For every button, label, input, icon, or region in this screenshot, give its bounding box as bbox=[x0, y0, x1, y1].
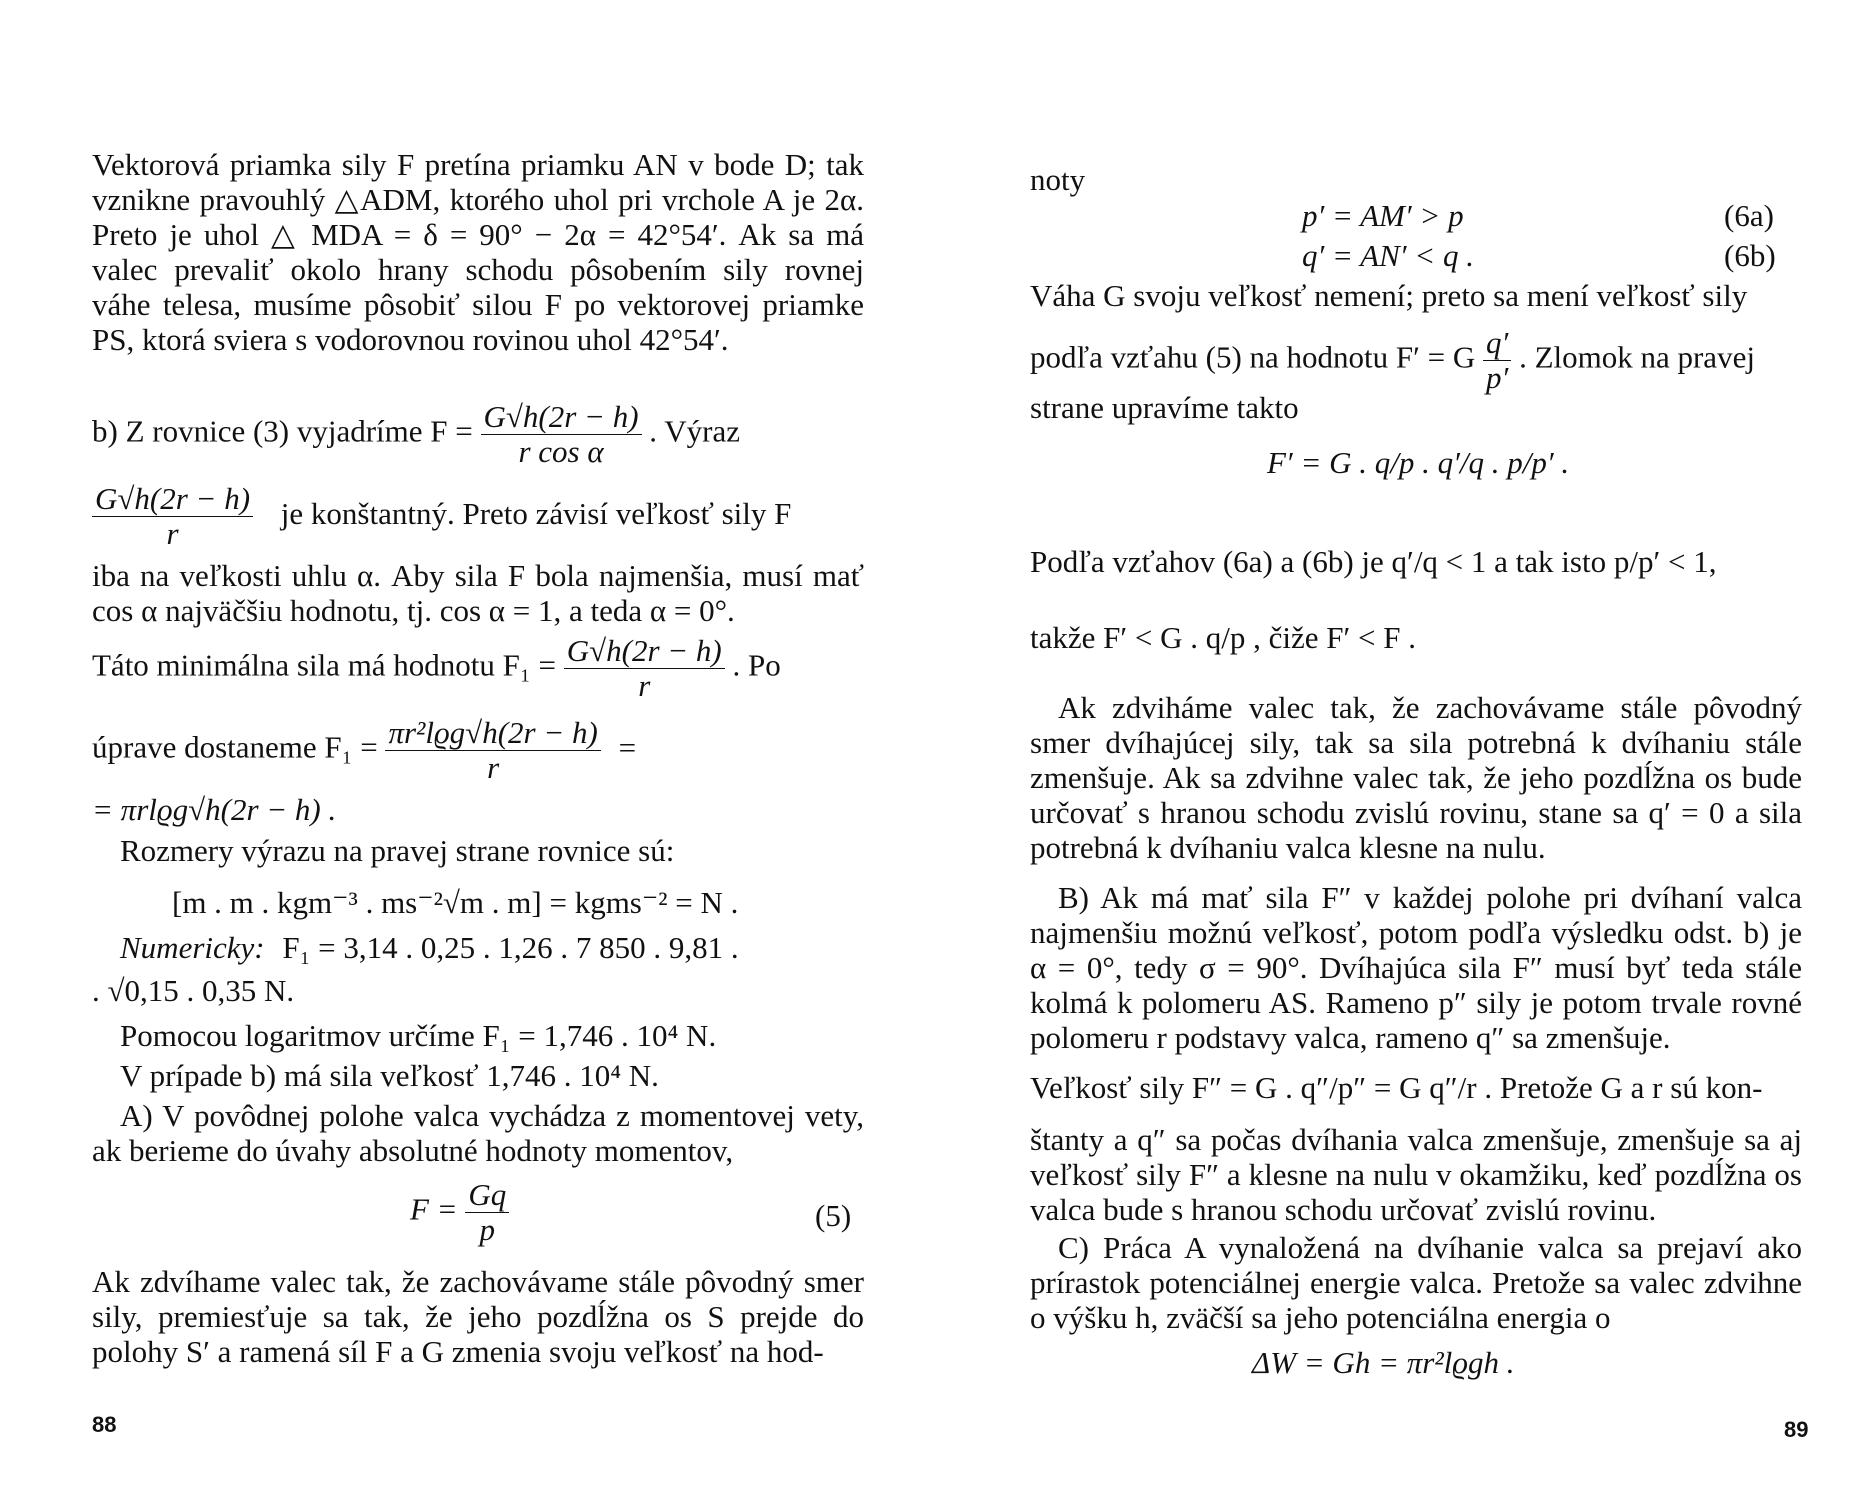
text-takze: takže F′ < G . q/p , čiže F′ < F . bbox=[1030, 620, 1417, 655]
equation-fprime: F′ = G . q/p . q′/q . p/p′ . bbox=[1267, 445, 1570, 480]
po-text: . Po bbox=[732, 647, 781, 683]
paragraph-b: B) Ak má mať sila F″ v každej polohe pri dvíhaní valca najmenšiu možnú veľkosť, potom podľa výsledku odst. b) je α = 0°, tedy σ = 90°. Dvíhajúca sila F″ musí byť teda stále kolmá k polomeru AS. Rameno p″ sily je potom trvale rovné polomeru r podstavy valca, rameno q″ sa zmenšuje. bbox=[1030, 880, 1802, 1055]
numeric-continuation: . √0,15 . 0,35 N. bbox=[92, 973, 295, 1008]
fraction-constant: $\frac{G√h(2r - h)}{r}$ bbox=[92, 482, 253, 551]
fraction-qp: $\frac{q'}{p'}$ bbox=[1483, 326, 1511, 395]
fraction-eq5: $\frac{Gq}{p}$ bbox=[465, 1178, 509, 1247]
equation-6b-tag: (6b) bbox=[1724, 238, 1776, 273]
text-noty: noty bbox=[1030, 162, 1086, 197]
b-vyraz: . Výraz bbox=[649, 413, 740, 449]
equation-uprave bbox=[92, 716, 636, 785]
text-velkost: Veľkosť sily F″ = G . q″/p″ = G q″/r . Pretože G a r sú kon- bbox=[1030, 1070, 1763, 1105]
equation-podla bbox=[1030, 326, 1755, 395]
equation-b-force bbox=[92, 400, 740, 469]
paragraph-stanty: štanty a q″ sa počas dvíhania valca zmenšuje, zmenšuje sa aj veľkosť sily F″ a klesne na nulu v okamžiku, keď pozdĺžna os valca bude s hranou schodu určovať zvislú rovinu. bbox=[1030, 1122, 1802, 1227]
text-podla-vztahov: Podľa vzťahov (6a) a (6b) je q′/q < 1 a tak isto p/p′ < 1, bbox=[1030, 544, 1717, 579]
equation-units: [m . m . kgm⁻³ . ms⁻²√m . m] = kgms⁻² = N . bbox=[172, 885, 739, 920]
equation-constant bbox=[92, 482, 791, 551]
podla-post: . Zlomok na pravej bbox=[1519, 339, 1755, 375]
equation-pirlog: = πrlϱg√h(2r − h) . bbox=[92, 792, 337, 827]
numeric-equation: F₁ = 3,14 . 0,25 . 1,26 . 7 850 . 9,81 . bbox=[282, 930, 739, 965]
page-number-left: 88 bbox=[92, 1412, 117, 1437]
right-page bbox=[937, 0, 1874, 1500]
equation-5-tag: (5) bbox=[815, 1198, 852, 1233]
equation-6b: q′ = AN′ < q . bbox=[1302, 238, 1474, 273]
paragraph-minimum: iba na veľkosti uhlu α. Aby sila F bola najmenšia, musí mať cos α najväčšiu hodnotu, tj. cos α = 1, a teda α = 0°. bbox=[92, 558, 864, 628]
equals-sign: = bbox=[618, 729, 637, 765]
fraction-minimum: $\frac{G√h(2r - h)}{r}$ bbox=[564, 634, 725, 703]
uprave-text: úprave dostaneme F₁ = bbox=[92, 729, 378, 765]
page-number-right: 89 bbox=[1784, 1417, 1809, 1442]
text-strane: strane upravíme takto bbox=[1030, 390, 1299, 425]
b-intro: b) Z rovnice (3) vyjadríme F = bbox=[92, 413, 473, 449]
paragraph-ak-zdvihame: Ak zdviháme valec tak, že zachovávame stále pôvodný smer dvíhajúcej sily, tak sa sila potrebná k dvíhaniu stále zmenšuje. Ak sa zdvihne valec tak, že jeho pozdĺžna os bude určovať s hranou schodu zvislú rovinu, stane sa q′ = 0 a sila potrebná k dvíhaniu valca klesne na nulu. bbox=[1030, 690, 1802, 865]
paragraph-a: A) V povôdnej polohe valca vychádza z momentovej vety, ak berieme do úvahy absolutné hodnoty momentov, bbox=[92, 1098, 864, 1168]
equation-5 bbox=[410, 1178, 509, 1247]
equation-dw: ΔW = Gh = πr²lϱgh . bbox=[1252, 1345, 1515, 1380]
paragraph-c: C) Práca A vynaložená na dvíhanie valca sa prejaví ako prírastok potenciálnej energie valca. Pretože sa valec zdvihne o výšku h, zväčší sa jeho potenciálna energia o bbox=[1030, 1230, 1802, 1335]
numericky-label: Numericky: bbox=[120, 930, 265, 965]
numeric-line bbox=[120, 930, 739, 966]
equation-6a-tag: (6a) bbox=[1724, 198, 1774, 233]
text-vaha: Váha G svoju veľkosť nemení; preto sa mení veľkosť sily bbox=[1030, 278, 1748, 313]
paragraph-zdvihame: Ak zdvíhame valec tak, že zachovávame stále pôvodný smer sily, premiesťuje sa tak, že jeho pozdĺžna os S prejde do polohy S′ a ramená síl F a G zmenia svoju veľkosť na hod- bbox=[92, 1264, 864, 1369]
equation-6a: p′ = AM′ > p bbox=[1302, 198, 1464, 233]
paragraph-vector-line: Vektorová priamka sily F pretína priamku AN v bode D; tak vznikne pravouhlý △ADM, ktorého uhol pri vrchole A je 2α. Preto je uhol △ MDA = δ = 90° − 2α = 42°54′. Ak sa má valec prevaliť okolo hrany schodu pôsobením sily rovnej váhe telesa, musíme pôsobiť silou F po vektorovej priamke PS, ktorá sviera s vodorovnou rovinou uhol 42°54′. bbox=[92, 147, 864, 357]
eq5-lhs: F = bbox=[410, 1191, 458, 1227]
konstantny-text: je konštantný. Preto závisí veľkosť sily F bbox=[280, 495, 792, 531]
text-rozmery: Rozmery výrazu na pravej strane rovnice sú: bbox=[120, 833, 675, 868]
tato-text: Táto minimálna sila má hodnotu F₁ = bbox=[92, 647, 556, 683]
text-pomocou: Pomocou logaritmov určíme F₁ = 1,746 . 10⁴ N. bbox=[120, 1018, 717, 1053]
podla-pre: podľa vzťahu (5) na hodnotu F′ = G bbox=[1030, 339, 1476, 375]
fraction-uprave: $\frac{\text{πr²lϱg√h(2r − h)}}{r}$ bbox=[385, 716, 600, 785]
fraction-force: $\frac{G√h(2r - h)}{\text{r cos α}}$ bbox=[481, 400, 642, 469]
text-vpripade: V prípade b) má sila veľkosť 1,746 . 10⁴ N. bbox=[120, 1058, 659, 1093]
equation-minimum-force bbox=[92, 634, 781, 703]
